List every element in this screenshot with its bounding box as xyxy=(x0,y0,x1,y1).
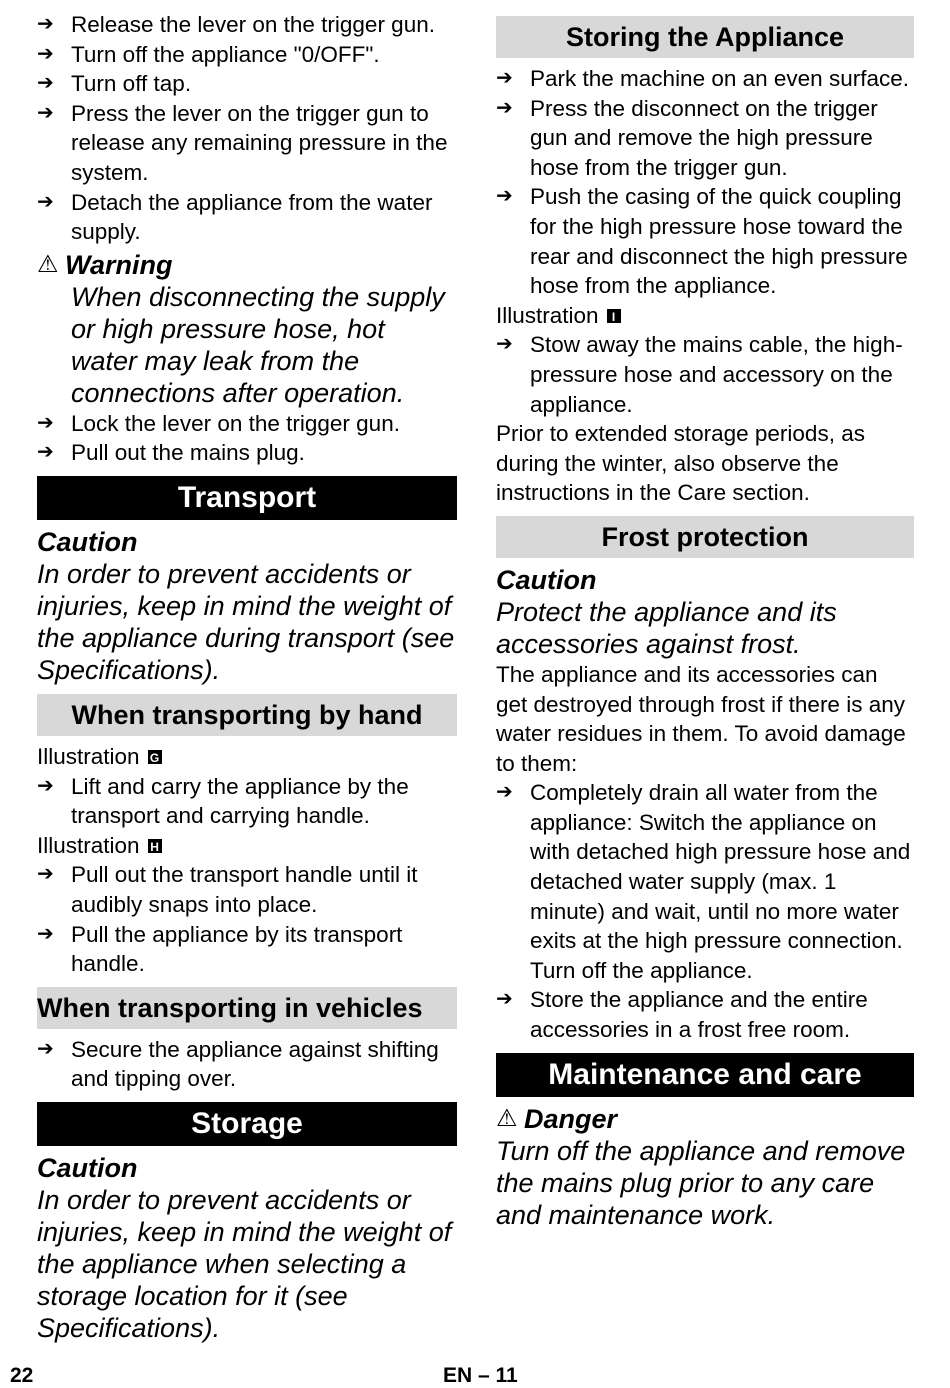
list-item xyxy=(37,188,457,247)
list-item xyxy=(496,330,914,419)
list-item xyxy=(37,438,457,468)
arrow-right-icon: ➔ xyxy=(37,774,54,797)
list-item xyxy=(37,10,457,40)
storage-note: Prior to extended storage periods, as during the winter, also observe the instructions in the Care section. xyxy=(496,421,865,506)
step-text: Pull out the mains plug. xyxy=(71,440,305,466)
step-text: Press the lever on the trigger gun to release any remaining pressure in the system. xyxy=(71,100,448,185)
step-text: Pull the appliance by its transport handle. xyxy=(71,921,403,977)
arrow-right-icon: ➔ xyxy=(496,333,513,356)
vehicles-heading: When transporting in vehicles xyxy=(37,987,457,1029)
list-item xyxy=(37,409,457,439)
transport-caution-body: In order to prevent accidents or injuries, keep in mind the weight of the appliance during transport (see Specifications). xyxy=(37,558,455,685)
arrow-right-icon: ➔ xyxy=(37,190,54,213)
list-item xyxy=(496,64,914,94)
illustration-g-icon: G xyxy=(148,750,162,764)
arrow-right-icon: ➔ xyxy=(37,72,54,95)
arrow-right-icon: ➔ xyxy=(37,922,54,945)
arrow-right-icon: ➔ xyxy=(37,411,54,434)
storage-caution-body: In order to prevent accidents or injuries, keep in mind the weight of the appliance when selecting a storage location for it (see Specifications). xyxy=(37,1184,452,1343)
illustration-caption-i xyxy=(496,301,914,331)
list-item xyxy=(37,99,457,188)
arrow-right-icon: ➔ xyxy=(37,13,54,35)
arrow-right-icon: ➔ xyxy=(37,441,54,464)
frost-steps xyxy=(496,778,914,1044)
illustration-label: Illustration xyxy=(37,743,140,769)
footer-language-page: EN – 11 xyxy=(443,1364,518,1387)
step-text: Lock the lever on the trigger gun. xyxy=(71,410,400,436)
step-text: Detach the appliance from the water supply. xyxy=(71,189,433,245)
step-text: Completely drain all water from the appliance: Switch the appliance on with detached high pressure hose and detached water supply (max. 1 minute) and wait, until no more water exits at the high pressure connection. Turn off the appliance. xyxy=(530,780,911,983)
unplug-steps xyxy=(37,409,457,468)
step-text: Secure the appliance against shifting and tipping over. xyxy=(71,1036,439,1092)
illustration-label: Illustration xyxy=(496,302,599,328)
page-number: 22 xyxy=(10,1364,34,1387)
by-hand-heading: When transporting by hand xyxy=(37,694,457,736)
warning-body: When disconnecting the supply or high pressure hose, hot water may leak from the connections after operation. xyxy=(71,281,445,408)
storing-steps xyxy=(496,64,914,301)
warning-block xyxy=(37,249,457,409)
shutdown-steps xyxy=(37,10,457,247)
storage-heading: Storage xyxy=(37,1102,457,1146)
step-text: Park the machine on an even surface. xyxy=(530,66,909,91)
list-item xyxy=(496,94,914,183)
warning-title: Warning xyxy=(65,249,173,280)
illustration-h-icon: H xyxy=(148,839,162,853)
illustration-i-icon: I xyxy=(607,309,621,323)
step-text: Push the casing of the quick coupling for the high pressure hose toward the rear and disconnect the high pressure hose from the appliance. xyxy=(530,184,908,299)
frost-caution-body: Protect the appliance and its accessories against frost. xyxy=(496,596,837,659)
step-text: Lift and carry the appliance by the transport and carrying handle. xyxy=(71,773,409,829)
list-item xyxy=(37,69,457,99)
warning-triangle-icon: ⚠ xyxy=(37,250,59,278)
arrow-right-icon: ➔ xyxy=(37,863,54,886)
arrow-right-icon: ➔ xyxy=(37,42,54,65)
illustration-caption-g xyxy=(37,742,457,772)
danger-title: Danger xyxy=(524,1103,618,1134)
list-item xyxy=(37,40,457,70)
frost-heading: Frost protection xyxy=(496,516,914,558)
arrow-right-icon: ➔ xyxy=(37,1037,54,1060)
step-text: Turn off the appliance "0/OFF". xyxy=(71,41,380,67)
list-item xyxy=(496,778,914,985)
storing-heading: Storing the Appliance xyxy=(496,16,914,58)
transport-caution-title: Caution xyxy=(37,526,138,557)
right-column xyxy=(496,10,914,1231)
maintenance-heading: Maintenance and care xyxy=(496,1053,914,1097)
list-item xyxy=(37,772,457,831)
list-item xyxy=(37,1035,457,1094)
list-item xyxy=(37,920,457,979)
illustration-label: Illustration xyxy=(37,832,140,858)
frost-caution-title: Caution xyxy=(496,564,597,595)
storage-caution-title: Caution xyxy=(37,1152,138,1183)
list-item xyxy=(496,182,914,300)
step-text: Stow away the mains cable, the high-pressure hose and accessory on the appliance. xyxy=(530,332,903,417)
by-hand-steps xyxy=(37,860,457,978)
danger-body: Turn off the appliance and remove the mains plug prior to any care and maintenance work. xyxy=(496,1135,906,1230)
list-item xyxy=(37,860,457,919)
arrow-right-icon: ➔ xyxy=(37,101,54,124)
step-text: Turn off tap. xyxy=(71,71,192,97)
left-column xyxy=(37,10,457,1344)
arrow-right-icon: ➔ xyxy=(496,185,513,208)
transport-heading: Transport xyxy=(37,476,457,520)
danger-triangle-icon: ⚠ xyxy=(496,1104,518,1132)
step-text: Release the lever on the trigger gun. xyxy=(71,12,435,37)
step-text: Store the appliance and the entire accessories in a frost free room. xyxy=(530,987,868,1043)
illustration-caption-h xyxy=(37,831,457,861)
arrow-right-icon: ➔ xyxy=(496,781,513,804)
step-text: Press the disconnect on the trigger gun and remove the high pressure hose from the trigger gun. xyxy=(530,95,878,180)
step-text: Pull out the transport handle until it audibly snaps into place. xyxy=(71,862,418,917)
frost-paragraph: The appliance and its accessories can get destroyed through frost if there is any water residues in them. To avoid damage to them: xyxy=(496,661,906,776)
arrow-right-icon: ➔ xyxy=(496,67,513,89)
arrow-right-icon: ➔ xyxy=(496,96,513,119)
list-item xyxy=(496,985,914,1044)
arrow-right-icon: ➔ xyxy=(496,988,513,1011)
